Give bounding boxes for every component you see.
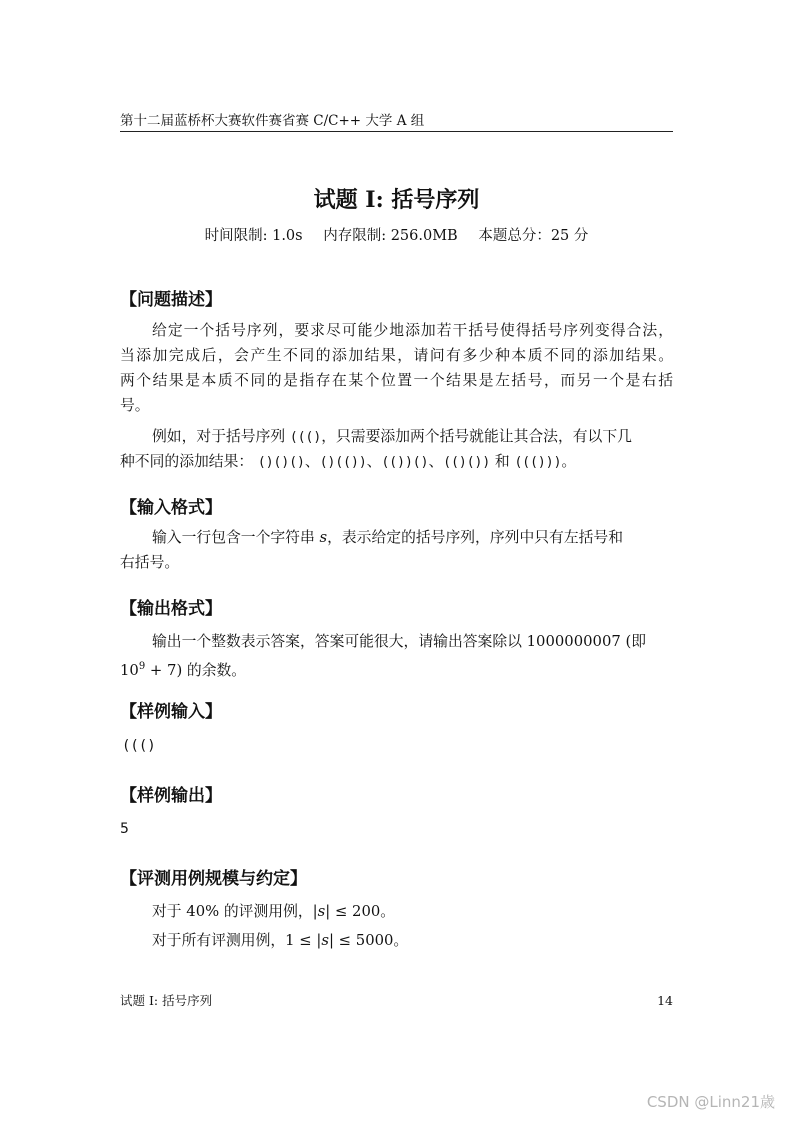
- example-text: 例如，对于括号序列: [152, 428, 290, 445]
- constraints-heading: 【评测用例规模与约定】: [120, 869, 307, 889]
- variable-s: s: [317, 903, 326, 920]
- separator: 、: [366, 453, 382, 470]
- constraint-text: 对于所有评测用例，1 ≤ |: [152, 932, 322, 949]
- problem-title: [120, 184, 673, 217]
- power-exponent: 9: [138, 661, 146, 672]
- watermark: CSDN @Linn21歳: [646, 1093, 775, 1111]
- example-line-1: [152, 426, 632, 449]
- sample-output-value: 5: [120, 821, 129, 837]
- sample-input-value: (((): [122, 738, 156, 754]
- example-result: ((())): [514, 455, 562, 470]
- constraints-line-2: [152, 930, 408, 952]
- constraints-line-1: [152, 901, 395, 923]
- separator: 、: [304, 453, 320, 470]
- time-limit: 时间限制: 1.0s: [204, 228, 303, 244]
- example-line-2: [120, 451, 576, 474]
- description-line-1: 给定一个括号序列，要求尽可能少地添加若干括号使得括号序列变得合法，: [152, 322, 673, 339]
- example-prefix: 种不同的添加结果：: [120, 453, 254, 470]
- variable-s: s: [321, 932, 329, 949]
- input-format-heading: 【输入格式】: [120, 498, 222, 518]
- example-tail: ，只需要添加两个括号就能让其合法，有以下几: [321, 428, 632, 445]
- description-heading: 【问题描述】: [120, 290, 222, 310]
- description-line-2: 当添加完成后，会产生不同的添加结果，请问有多少种本质不同的添加结果。: [120, 347, 673, 364]
- output-format-heading: 【输出格式】: [120, 599, 222, 619]
- example-sequence: (((): [289, 430, 322, 445]
- limits-line: [120, 226, 673, 246]
- title-name: 括号序列: [391, 188, 480, 213]
- running-head: 第十二届蓝桥杯大赛软件赛省赛 C/C++ 大学 A 组: [120, 113, 425, 129]
- sample-output-heading: 【样例输出】: [120, 786, 222, 806]
- input-format-line-2: 右括号。: [120, 554, 180, 571]
- output-format-line-2: [120, 656, 246, 682]
- constraint-bound: | ≤ 5000。: [328, 932, 409, 949]
- output-format-tail: + 7) 的余数。: [145, 662, 247, 679]
- separator: 、: [428, 453, 444, 470]
- conjunction: 和: [490, 453, 515, 470]
- power-base: 10: [120, 662, 139, 679]
- footer-title: 试题 I: 括号序列: [120, 993, 213, 1008]
- output-format-line-1: 输出一个整数表示答案，答案可能很大，请输出答案除以 1000000007 (即: [152, 633, 647, 650]
- example-result: (())(): [381, 455, 429, 470]
- memory-limit: 内存限制: 256.0MB: [323, 228, 458, 244]
- example-result: (()()): [443, 455, 491, 470]
- description-line-4: 号。: [120, 397, 150, 414]
- sentence-end: 。: [561, 453, 577, 470]
- title-prefix: 试题: [313, 188, 366, 213]
- title-letter: I:: [365, 187, 392, 213]
- input-format-line-1: [152, 527, 623, 549]
- input-format-text: 输入一行包含一个字符串: [152, 529, 320, 546]
- description-line-3: 两个结果是本质不同的是指存在某个位置一个结果是左括号，而另一个是右括: [120, 372, 673, 389]
- variable-s: s: [319, 529, 328, 546]
- example-result: ()()(): [257, 455, 305, 470]
- input-format-text-tail: ，表示给定的括号序列，序列中只有左括号和: [327, 529, 624, 546]
- constraint-bound: | ≤ 200。: [325, 903, 396, 920]
- header-rule: [120, 131, 673, 132]
- constraint-text: 对于 40% 的评测用例，|: [152, 903, 318, 920]
- total-score: 本题总分：25 分: [478, 228, 589, 244]
- sample-input-heading: 【样例输入】: [120, 702, 222, 722]
- page-number: 14: [657, 993, 673, 1008]
- example-result: ()(()): [319, 455, 367, 470]
